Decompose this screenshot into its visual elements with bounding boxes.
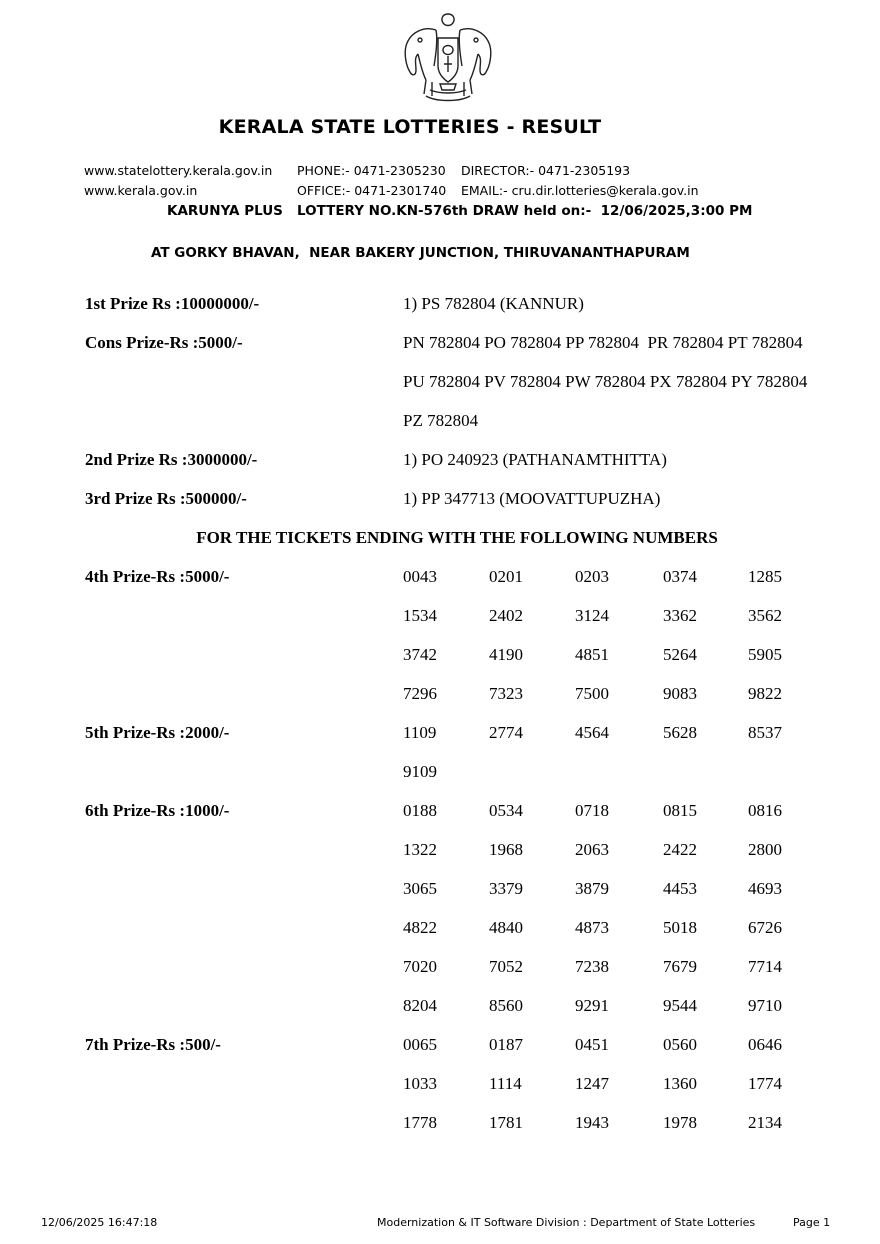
cons-prize-label: Cons Prize-Rs :5000/- [85,333,243,352]
first-prize-winner: 1) PS 782804 (KANNUR) [403,294,584,313]
second-prize-winner: 1) PO 240923 (PATHANAMTHITTA) [403,450,667,469]
draw-info: KARUNYA PLUS LOTTERY NO.KN-576th DRAW held on:- 12/06/2025,3:00 PM [167,203,753,219]
winning-number: 7020 [403,957,437,976]
winning-number: 0188 [403,801,437,820]
website-link-2[interactable]: www.kerala.gov.in [84,183,198,198]
kerala-emblem-logo [396,10,500,106]
winning-number: 9544 [663,996,697,1015]
winning-number: 4693 [748,879,782,898]
phone-info: PHONE:- 0471-2305230 [297,163,446,178]
winning-number: 3879 [575,879,609,898]
winning-number: 4190 [489,645,523,664]
winning-number: 4564 [575,723,609,742]
winning-number: 4840 [489,918,523,937]
winning-number: 1978 [663,1113,697,1132]
winning-number: 0065 [403,1035,437,1054]
winning-number: 0816 [748,801,782,820]
winning-number: 1114 [489,1074,522,1093]
winning-number: 9291 [575,996,609,1015]
winning-number: 1360 [663,1074,697,1093]
cons-prize-line: PZ 782804 [403,411,479,430]
winning-number: 7296 [403,684,437,703]
winning-number: 5018 [663,918,697,937]
first-prize-label: 1st Prize Rs :10000000/- [85,294,260,313]
venue-info: AT GORKY BHAVAN, NEAR BAKERY JUNCTION, THIRUVANANTHAPURAM [151,245,690,261]
website-link[interactable]: www.statelottery.kerala.gov.in [84,163,273,178]
winning-number: 0646 [748,1035,782,1054]
winning-number: 2063 [575,840,609,859]
winning-number: 9109 [403,762,437,781]
winning-number: 1778 [403,1113,437,1132]
winning-number: 0374 [663,567,697,586]
winning-number: 5628 [663,723,697,742]
winning-number: 9822 [748,684,782,703]
winning-number: 6726 [748,918,782,937]
winning-number: 1247 [575,1074,609,1093]
winning-number: 2422 [663,840,697,859]
winning-number: 8560 [489,996,523,1015]
footer-division: Modernization & IT Software Division : Department of State Lotteries [377,1216,756,1229]
winning-number: 4873 [575,918,609,937]
page-number: Page 1 [793,1216,831,1229]
ending-numbers-heading: FOR THE TICKETS ENDING WITH THE FOLLOWING NUMBERS [196,528,718,547]
winning-number: 7323 [489,684,523,703]
winning-number: 1109 [403,723,437,742]
winning-number: 0815 [663,801,697,820]
ending-prize-label: 7th Prize-Rs :500/- [85,1035,221,1054]
winning-number: 7679 [663,957,697,976]
winning-number: 0451 [575,1035,609,1054]
winning-number: 1943 [575,1113,609,1132]
winning-number: 1285 [748,567,782,586]
ending-prize-label: 6th Prize-Rs :1000/- [85,801,230,820]
cons-prize-line: PN 782804 PO 782804 PP 782804 PR 782804 PT 782804 [403,333,803,352]
winning-number: 0560 [663,1035,697,1054]
winning-number: 1033 [403,1074,437,1093]
third-prize-winner: 1) PP 347713 (MOOVATTUPUZHA) [403,489,661,508]
winning-number: 0187 [489,1035,523,1054]
winning-number: 4851 [575,645,609,664]
winning-number: 0534 [489,801,523,820]
ending-prize-label: 4th Prize-Rs :5000/- [85,567,230,586]
winning-number: 0043 [403,567,437,586]
winning-number: 3562 [748,606,782,625]
winning-number: 5264 [663,645,697,664]
winning-number: 8537 [748,723,782,742]
winning-number: 4822 [403,918,437,937]
winning-number: 3379 [489,879,523,898]
winning-number: 9710 [748,996,782,1015]
winning-number: 0203 [575,567,609,586]
winning-number: 5905 [748,645,782,664]
winning-number: 3362 [663,606,697,625]
winning-number: 1968 [489,840,523,859]
winning-number: 9083 [663,684,697,703]
director-info: DIRECTOR:- 0471-2305193 [461,163,631,178]
cons-prize-line: PU 782804 PV 782804 PW 782804 PX 782804 PY 782804 [403,372,808,391]
winning-number: 7500 [575,684,609,703]
winning-number: 1774 [748,1074,782,1093]
winning-number: 2800 [748,840,782,859]
page-title: KERALA STATE LOTTERIES - RESULT [218,116,602,138]
ending-prize-label: 5th Prize-Rs :2000/- [85,723,230,742]
winning-number: 1534 [403,606,437,625]
winning-number: 7052 [489,957,523,976]
winning-number: 1781 [489,1113,523,1132]
winning-number: 3742 [403,645,437,664]
winning-number: 3065 [403,879,437,898]
winning-number: 0718 [575,801,609,820]
winning-number: 4453 [663,879,697,898]
email-info: EMAIL:- cru.dir.lotteries@kerala.gov.in [461,183,699,198]
winning-number: 7238 [575,957,609,976]
winning-number: 2774 [489,723,523,742]
winning-number: 7714 [748,957,782,976]
second-prize-label: 2nd Prize Rs :3000000/- [85,450,258,469]
office-info: OFFICE:- 0471-2301740 [297,183,447,198]
winning-number: 2402 [489,606,523,625]
winning-number: 0201 [489,567,523,586]
winning-number: 2134 [748,1113,782,1132]
winning-number: 1322 [403,840,437,859]
third-prize-label: 3rd Prize Rs :500000/- [85,489,247,508]
print-timestamp: 12/06/2025 16:47:18 [41,1216,158,1229]
winning-number: 3124 [575,606,609,625]
winning-number: 8204 [403,996,437,1015]
